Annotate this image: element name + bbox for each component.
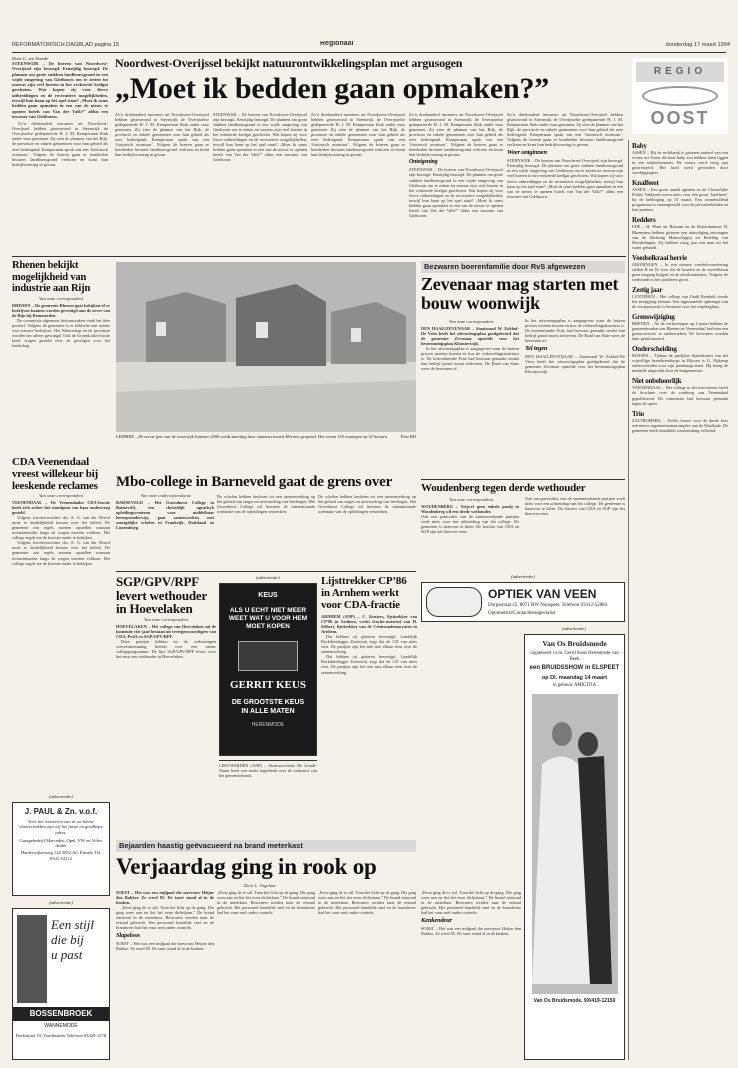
sidebar-title: Niet onbehoorlijk: [632, 377, 682, 386]
bossenbroek-brand: BOSSENBROEK: [13, 1007, 109, 1021]
bejaarden-col4-a: „Eerst ging de tv stil. Toen het licht op de gang. Die ging weer aan en liet het even dichtslaan.” De brand ontstond in de meterkast. Bewoners werden naar de eetzaal gebracht. Het personeel handelde snel en de brandweer had het vuur snel onder controle.: [421, 890, 521, 916]
bruidsmode-show: een BRUIDSSHOW in ELSPEET: [529, 665, 620, 671]
rhenen-headline: Rhenen bekijkt mogelijkheid van industrie aan Rijn: [12, 260, 91, 294]
keus-line1: ALS U ECHT NIET MEER WEET WAT U VOOR HEM MOET KOPEN: [228, 607, 308, 630]
main-byline: Door G. ten Voorde: [12, 56, 49, 61]
sidebar-text: VEENENDAAL – Het college in het niet-oneens heeft de brochure over de rondweg van Veenendaal gepubliceerd. De commissie had bezwaar gemaakt tegen de opzet.: [632, 385, 728, 406]
keus-brand-top: KEUS: [258, 592, 278, 599]
main-text-col4-a: Zo’n driehonderd inwoners uit Noordwest-Overijssel hebben gisteravond in Steenwijk de Overijsselse gedeputeerde H. J. M. Kemperman flink onder vuur genomen. Zij zien de plannen van het Rijk, de provincie en enkele gemeenten voor hun gebied als zeer bedreigend. Kemperman sprak van een ‘historisch avontuur’. Volgens de boeren gaan er honderden hectares landbouwgrond verloren en komt hun bedrijfsvoering in gevaar.: [409, 112, 503, 158]
zevenaar-subhead: Tel tegen: [525, 345, 548, 353]
sidebar-title: Grenswijziging: [632, 313, 675, 322]
bossenbroek-slogan: [51, 917, 94, 962]
sidebar-item-voedselkraai: [632, 254, 728, 282]
bejaarden-subhead-kenkendeur: Kenkendeur: [421, 917, 452, 925]
bossenbroek-figure-icon: [17, 915, 47, 1003]
sidebar-title: Knalfeest: [632, 179, 659, 188]
woudenberg-text: Ook een particulier van de samenwerkende partijen voelt niets voor een uitbreiding van het college. De gemeente is daarvoor te klein. De fracties van CDA en SGP zijn het hierover eens.: [421, 514, 519, 535]
bejaarden-text: „Eerst ging de tv stil. Toen het licht op de gang. Die ging weer aan en liet het even dichtslaan.” De brand ontstond in de meterkast. Bewoners werden naar de eetzaal gebracht. Het personeel handelde snel en de brandweer had het vuur snel onder controle.: [116, 905, 214, 931]
bossenbroek-line3: u past: [51, 947, 83, 962]
bejaarden-col3: „Eerst ging de tv stil. Toen het licht op de gang. Die ging weer aan en liet het even dichtslaan.” De brand ontstond in de meterkast. Bewoners werden naar de eetzaal gebracht. Het personeel handelde snel en de brandweer had het vuur snel onder controle.: [318, 890, 416, 916]
main-kicker: Noordwest-Overijssel bekijkt natuurontwikkelingsplan met argusogen: [115, 57, 463, 70]
zevenaar-headline: Zevenaar mag starten met bouw woonwijk: [421, 275, 619, 313]
bride-groom-icon: [532, 694, 618, 994]
photo-caption-text: LEMMER – De eerste fase van de woonwijk Lemmer 2000 wordt zaterdag door staatssecretaris Heerma geopend. Het omvat 134 woningen op 32 hectare.: [116, 434, 389, 439]
zevenaar-text-2: In het uitvoeringsplan is aangegeven waar de huizen precies moeten komen en hoe de verkavelingsstructuur is. De boerenfamilie Fritz had bezwaar gemaakt omdat hun bedrijf grond moest inleveren. De Raad van State wees de bezwaren af.: [525, 318, 625, 344]
cda-text: Volgens fractievoorzitter drs. A. G. van der Woerd moet er duidelijkheid komen over het beleid. De gemeente zou regels moeten opstellen waaraan reclameborden langs de wegen moeten voldoen. Het college zegde toe de kwestie nader te bekijken.: [12, 515, 110, 541]
bruidsmode-sub: organiseert i.s.m. Gerrit Keus Herenmode van Beek: [530, 651, 619, 662]
bruidsmode-photo: [532, 694, 618, 994]
woudenberg-lead: WOUDENBERG – Vrijwel geen enkele partij in Woudenberg wil een derde wethouder.: [421, 504, 519, 515]
optiek-address: Dorpsstraat 25, 8071 BW Nunspeet. Telefoon 03412-52884: [488, 603, 608, 608]
section-title: Regionaal: [320, 41, 354, 47]
woudenberg-col2: Ook een particulier van de samenwerkende partijen voelt niets voor een uitbreiding van het college. De gemeente is daarvoor te klein. De fracties van CDA en SGP zijn het hierover eens.: [525, 496, 625, 517]
rhenen-text: De commissie algemene bestuurszaken vindt het idee positief. Volgens de gemeente is er behoefte aan ruimte voor nieuwe bedrijven. Het Waterschap en de provincie worden om advies gevraagd. Ook de GroenLinks-fractie heeft vragen gesteld over de gevolgen voor het landschap.: [12, 317, 110, 348]
sgp-lead: HOEVELAKEN – Het college van Hoevelaken zal de komende vier jaar bestaan uit vertegenwoordigers van CDA, PvdA en SGP/GPV/RPF.: [116, 623, 216, 639]
main-lead: STEENWIJK – De boeren van Noordwest-Overijssel zijn bezorgd. Eenzijdig bezorgd. De plannen om grote stukken landbouwgrond in een wijde omgeving van Giethoorn om te zetten tot moeras zijn veel boeren in het verkeerde keelgat geschoten. Wat kopen zij voor fierce uitbreidingen en de recreatieve mogelijkheden, terwijl hun baan op het spel staat? „Moet ik soms bedden gaan opmaken in een van de nieuw te openen hotels van Van der Valk?” aldus een inwoner van Giethoorn.: [12, 61, 108, 119]
sgp-byline: Van onze correspondent: [144, 616, 188, 622]
main-headline: „Moet ik bedden gaan opmaken?”: [115, 72, 550, 105]
mbo-byline: Van onze onderwijsredactie: [140, 493, 192, 498]
article-cda: [12, 456, 110, 786]
rhenen-lead: RHENEN – De gemeente Rhenen gaat bekijken of er bedrijven kunnen worden gevestigd aan de oever van de Rijn bij Remmerden.: [12, 302, 110, 318]
sidebar-title: Baby: [632, 142, 647, 150]
main-text-col1: Zo’n driehonderd inwoners uit Noordwest-Overijssel hebben gisteravond in Steenwijk de Overijsselse gedeputeerde H. J. M. Kemperman flink onder vuur genomen. Zij zien de plannen van het Rijk, de provincie en enkele gemeenten voor hun gebied als zeer bedreigend. Kemperman sprak van een ‘historisch avontuur’. Volgens de boeren gaan er honderden hectares landbouwgrond verloren en komt hun bedrijfsvoering in gevaar.: [115, 112, 209, 158]
zevenaar-col1: [421, 326, 519, 476]
bejaarden-subhead-slapeloos: Slapeloos: [116, 932, 140, 940]
main-text-col5: [507, 112, 623, 252]
keus-ad[interactable]: [219, 583, 317, 756]
sidebar-item-knalfeest: [632, 179, 728, 212]
keus-foot: HERENMODE: [251, 722, 285, 728]
sidebar-title: Redders: [632, 216, 656, 225]
zevenaar-kicker: Bezwaren boerenfamilie door RvS afgewezen: [421, 261, 625, 273]
sidebar-text: ASSEN – Een groot aantal agenten en de Christelijke Politie Vakbond waren niets voor een groot ‘knalfeest’ bij de kenhoging op 31 maart. Een avondvullend programma is samengesteld voor de personeelsleden en hun partners.: [632, 187, 728, 213]
bejaarden-col2: „Eerst ging de tv stil. Toen het licht op de gang. Die ging weer aan en liet het even dichtslaan.” De brand ontstond in de meterkast. Bewoners werden naar de eetzaal gebracht. Het personeel handelde snel en de brandweer had het vuur snel onder controle.: [217, 890, 315, 916]
optiek-glasses-icon: [426, 587, 482, 617]
sidebar-text: EDE – H. Plant uit Bussum en de Rotterdammer H. Bloemsma hebben gisteren een uitnodiging ontvangen van de Stichting Maatschappij tot Redding van Drenkelingen. Zij hebben vorig jaar een man uit het water gehaald.: [632, 224, 728, 250]
paulus-ad-label: (advertentie): [49, 794, 73, 799]
mbo-text-2: De scholen hebben besloten tot een samenwerking op het gebied van stages en uitwisseling van leerlingen. Het Groenhorst College wil hiermee de internationale oriëntatie van de opleidingen versterken.: [318, 494, 416, 515]
bejaarden-byline: Door L. Vogelaar: [243, 883, 277, 888]
zevenaar-text-3: DEN HAAG/ZEVENAAR – Staatsraad W. Eekhof-De Vries heeft het uitvoeringsplan goedgekeurd dat de gemeente Zevenaar opstelde voor het bestemmingsplan Kloosterwijk.: [525, 354, 625, 375]
main-text-col4: [409, 112, 503, 252]
bejaarden-text-3: SOEST – Het was een mijlpaal die mevrouw Heijne den Bakker. Ze werd 85. De taart stond al in de keuken.: [116, 941, 214, 952]
keus-tie-icon: [238, 641, 298, 671]
bejaarden-lead: SOEST – Het was een mijlpaal die mevrouw Heijne den Bakker. Ze werd 85. De taart stond al in de keuken.: [116, 890, 214, 906]
main-text-col3: Zo’n driehonderd inwoners uit Noordwest-Overijssel hebben gisteravond in Steenwijk de Overijsselse gedeputeerde H. J. M. Kemperman flink onder vuur genomen. Zij zien de plannen van het Rijk, de provincie en enkele gemeenten voor hun gebied als zeer bedreigend. Kemperman sprak van een ‘historisch avontuur’. Volgens de boeren gaan er honderden hectares landbouwgrond verloren en komt hun bedrijfsvoering in gevaar.: [311, 112, 405, 158]
bejaarden-col4: [421, 890, 521, 1060]
paulus-name: J. PAUL & Zn. v.o.f.: [24, 807, 98, 816]
sgp-headline: SGP/GPV/RPF levert wethouder in Hoevelaken: [116, 575, 207, 616]
bossenbroek-ad[interactable]: [12, 908, 110, 1060]
photo-credit: Foto RD: [400, 434, 416, 439]
bruidsmode-ad-label: (advertentie): [562, 626, 586, 631]
masthead-rule: [12, 52, 726, 53]
bruidsmode-ad[interactable]: [524, 634, 625, 1060]
sgp-col2-text: LEEUWARDEN (ANP) – Staatssecretaris De Graaff-Nauta heeft een motie ingediend over de toekomst van het gemeentefonds.: [219, 763, 317, 779]
article-cp86: [321, 575, 417, 837]
photo-lemmer: [116, 262, 416, 432]
sidebar-item-redders: [632, 216, 728, 249]
mbo-lead: BARNEVELD – Het Groenhorst College in Barneveld, een christelijk agrarisch opleidingscentrum voor middelbaar beroepsonderwijs, gaat samenwerken met soortgelijke scholen in Frankrijk, Duitsland en Luxemburg.: [116, 500, 214, 531]
photo-caption: [116, 434, 416, 452]
bruidsmode-date: op DI. maandag 14 maart: [541, 675, 608, 681]
sidebar-text: GRONINGEN – In een nieuwe voedselvoorziening stellen B en W voor dat de kraaien en de zwerfdieren geen toegang krijgen tot de afvalcontainers. Volgens de wethouder is het probleem groot.: [632, 261, 728, 282]
bossenbroek-sub: WANNEMODE: [44, 1023, 78, 1029]
mbo-headline: Mbo-college in Barneveld gaat de grens over: [116, 474, 393, 490]
rule-under-main: [12, 256, 626, 257]
zevenaar-byline: Van onze correspondent: [449, 319, 493, 324]
cda-lead: VEENENDAAL – De Veenendaalse CDA-fractie heeft zich achter het standpunt van haar onderwerp gesteld.: [12, 500, 110, 516]
cda-byline: Van onze correspondent: [39, 493, 83, 498]
main-intro-column: [12, 56, 108, 254]
paulus-contact: Garagebedrijf Mercedes, Opel, VW en Volvo dealer: [19, 837, 103, 849]
sidebar-title: Trio: [632, 409, 644, 418]
cp86-lead: ARNHEM (ANP) – C. Kusters, lijsttrekker van CP’86 in Arnhem, werkt fractie-assistent van H. Selbert, lijsttrekker van de Centrumdemocraten in Arnhem.: [321, 614, 417, 635]
cp86-text-2: Dat hebben zij gisteren bevestigd. Landelijk Backdeeslegger Zoeteweij zegt dat de CD van niets wist. De partijen zijn het niet met elkaar eens over de samenwerking.: [321, 654, 417, 675]
bruidsmode-place: in gebouw AMICITIA: [552, 683, 597, 688]
bejaarden-kicker: Bejaarden haastig geëvacueerd na brand meterkast: [116, 840, 416, 852]
sidebar-item-zestig-jaar: [632, 286, 728, 309]
logo-circle-icon: [642, 86, 718, 106]
sidebar-text: RIJSSEN – Tijdens de jaarlijkse bijeenkomst van het vrijwillige brandweerkorps in Rijssen is G. Nijkamp onderscheiden voor zijn jarenlange inzet. Hij kreeg de medaille uitgereikt door de burgemeester.: [632, 353, 728, 374]
bejaarden-col4-b: SOEST – Het was een mijlpaal die mevrouw Heijne den Bakker. Ze werd 85. De taart stond al in de keuken.: [421, 926, 521, 937]
sidebar-divider: [628, 140, 629, 1060]
main-text-col2: STEENWIJK – De boeren van Noordwest-Overijssel zijn bezorgd. Eenzijdig bezorgd. De plannen om grote stukken landbouwgrond in een wijde omgeving van Giethoorn om te zetten tot moeras zijn veel boeren in het verkeerde keelgat geschoten. Wat kopen zij voor fierce uitbreidingen en de recreatieve mogelijkheden, terwijl hun baan op het spel staat? „Moet ik soms bedden gaan opmaken in een van de nieuw te openen hotels van Van der Valk?” aldus een inwoner van Giethoorn.: [213, 112, 307, 163]
keus-ad-label: (advertentie): [256, 575, 280, 580]
sidebar-item-baby: [632, 142, 728, 175]
page-label: REFORMATORISCH DAGBLAD pagina 15: [12, 42, 120, 48]
keus-name: GERRIT KEUS: [230, 679, 306, 691]
mbo-text: De scholen hebben besloten tot een samenwerking op het gebied van stages en uitwisseling van leerlingen. Het Groenhorst College wil hiermee de internationale oriëntatie van de opleidingen versterken.: [217, 494, 315, 515]
logo-top: REGIO: [636, 62, 724, 82]
sidebar-text: LUNTEREN – Het college van Oudd Reinholt vierde het zestigjarig bestaan. Een ingezamelde opbrengst van de voorjaarsactie is bestemd voor het verpleeghuis.: [632, 293, 728, 309]
bossenbroek-line1: Een stijl: [51, 917, 94, 932]
sidebar-item-trio: [632, 410, 728, 433]
optiek-sub: Optometrist/Contactlensspecialist: [488, 611, 556, 616]
cp86-text: Dat hebben zij gisteren bevestigd. Landelijk Backdeeslegger Zoeteweij zegt dat de CD van niets wist. De partijen zijn het niet met elkaar eens over de samenwerking.: [321, 634, 417, 655]
bruidsmode-footer: Van Os Bruidsmode, 9X/419-12150: [533, 998, 616, 1004]
subhead-weer-ontginnen: Weer ontginnen: [507, 149, 547, 157]
bossenbroek-ad-label: (advertentie): [49, 900, 73, 905]
cda-text-2: Volgens fractievoorzitter drs. A. G. van der Woerd moet er duidelijkheid komen over het beleid. De gemeente zou regels moeten opstellen waaraan reclameborden langs de wegen moeten voldoen. Het college zegde toe de kwestie nader te bekijken.: [12, 540, 110, 566]
woudenberg-headline: Woudenberg tegen derde wethouder: [421, 482, 586, 494]
paulus-address: Harderwijkerweg 124 3852 AG Ermelo Tel. 0341-52112: [20, 850, 102, 861]
optiek-name: OPTIEK VAN VEEN: [488, 587, 597, 601]
rule-above-woudenberg: [421, 479, 625, 480]
bossenbroek-address: Kerkstraat 19, Voorthuizen Telefoon 03429-1278: [15, 1033, 107, 1038]
sidebar-item-niet-onbehoorlijk: [632, 377, 728, 405]
article-sgp: [116, 575, 216, 837]
zevenaar-col2: [525, 318, 625, 476]
regio-oost-logo: [632, 58, 728, 134]
rhenen-byline: Van onze correspondent: [39, 295, 83, 301]
sidebar-text: ASSEN – Bij de rechtbank is gisteren aanbod van een vrouw uit Assen die haar baby zou hebben laten liggen in een winkelcentrum. De vrouw werd vorig jaar gearresteerd. Het kind werd gevonden door voorbijgangers.: [632, 150, 728, 176]
main-text-1: Zo’n driehonderd inwoners uit Noordwest-Overijssel hebben gisteravond in Steenwijk de Overijsselse gedeputeerde H. J. M. Kemperman flink onder vuur genomen. Zij zien de plannen van het Rijk, de provincie en enkele gemeenten voor hun gebied als zeer bedreigend. Kemperman sprak van een ‘historisch avontuur’. Volgens de boeren gaan er honderden hectares landbouwgrond verloren en komt hun bedrijfsvoering in gevaar.: [12, 121, 108, 167]
optiek-ad-label: (advertentie): [511, 574, 535, 579]
sidebar-text: ZALTBOMMEL – ProKo bouwt voor de derde keer een nieuw appartementencomplex aan de Waalkade. De gemeente heeft inmiddels toestemming verleend.: [632, 417, 728, 433]
sidebar: [632, 140, 728, 1060]
sgp-text: Deze partijen hebben na de verkiezingen overeenstemming bereikt over een nieuw collegeprogramma. De lijst SGP/GPV/RPF levert voor het eerst een wethouder in Hoevelaken.: [116, 638, 216, 659]
cp86-headline: Lijsttrekker CP’86 in Arnhem werkt voor CDA-fractie: [321, 575, 407, 611]
sidebar-title: Voedselkraai herrie: [632, 253, 687, 262]
main-text-col5-a: Zo’n driehonderd inwoners uit Noordwest-Overijssel hebben gisteravond in Steenwijk de Overijsselse gedeputeerde H. J. M. Kemperman flink onder vuur genomen. Zij zien de plannen van het Rijk, de provincie en enkele gemeenten voor hun gebied als zeer bedreigend. Kemperman sprak van een ‘historisch avontuur’. Volgens de boeren gaan er honderden hectares landbouwgrond verloren en komt hun bedrijfsvoering in gevaar.: [507, 112, 623, 148]
photo-lemmer-image: [116, 262, 416, 432]
sgp-col2: [219, 760, 317, 836]
bossenbroek-line2: die bij: [51, 932, 84, 947]
main-text-col5-b: STEENWIJK – De boeren van Noordwest-Overijssel zijn bezorgd. Eenzijdig bezorgd. De plannen om grote stukken landbouwgrond in een wijde omgeving van Giethoorn om te zetten tot moeras zijn veel boeren in het verkeerde keelgat geschoten. Wat kopen zij voor fierce uitbreidingen en de recreatieve mogelijkheden, terwijl hun baan op het spel staat? „Moet ik soms bedden gaan opmaken in een van de nieuw te openen hotels van Van der Valk?” aldus een inwoner van Giethoorn.: [507, 158, 623, 199]
subhead-onteigening: Onteigening: [409, 159, 438, 166]
sidebar-title: Onderscheiding: [632, 345, 677, 354]
date-label: donderdag 17 maart 1994: [665, 42, 730, 48]
keus-line2: DE GROOTSTE KEUS IN ALLE MATEN: [231, 699, 305, 715]
optiek-ad[interactable]: [421, 582, 625, 622]
logo-bottom: OOST: [650, 108, 710, 128]
zevenaar-text: In het uitvoeringsplan is aangegeven waar de huizen precies moeten komen en hoe de verkavelingsstructuur is. De boerenfamilie Fritz had bezwaar gemaakt omdat hun bedrijf grond moest inleveren. De Raad van State wees de bezwaren af.: [421, 346, 519, 372]
sidebar-title: Zestig jaar: [632, 285, 663, 294]
article-rhenen: [12, 260, 110, 452]
bejaarden-headline: Verjaardag ging in rook op: [116, 854, 377, 879]
bruidsmode-title: Van Os Bruidsmode: [542, 639, 607, 648]
woudenberg-col1: [421, 504, 519, 572]
sidebar-text: RHENEN – Na de verkiezingen op 2 maart hebben de gemeenteraden van Rhenen en Veenendaal besloten een grenscorrectie te onderzoeken. De bewoners worden later geïnformeerd.: [632, 321, 728, 342]
sidebar-item-grenswijziging: [632, 313, 728, 341]
main-text-col4-b: STEENWIJK – De boeren van Noordwest-Overijssel zijn bezorgd. Eenzijdig bezorgd. De plannen om grote stukken landbouwgrond in een wijde omgeving van Giethoorn om te zetten tot moeras zijn veel boeren in het verkeerde keelgat geschoten. Wat kopen zij voor fierce uitbreidingen en de recreatieve mogelijkheden, terwijl hun baan op het spel staat? „Moet ik soms bedden gaan opmaken in een van de nieuw te openen hotels van Van der Valk?” aldus een inwoner van Giethoorn.: [409, 167, 503, 218]
paulus-text: Voor het renoveren van al uw kleine elasvertrekken zijn wij het juiste en goedkope adres.: [19, 819, 103, 835]
bejaarden-col1: [116, 890, 214, 1060]
paulus-ad[interactable]: [12, 802, 110, 896]
cda-headline: CDA Veenendaal vreest willekeur bij leeskende reclames: [12, 456, 99, 492]
woudenberg-byline: Van onze correspondent: [449, 497, 493, 502]
sidebar-item-onderscheiding: [632, 345, 728, 373]
zevenaar-lead: DEN HAAG/ZEVENAAR – Staatsraad W. Eekhof-De Vries heeft het uitvoeringsplan goedgekeurd dat de gemeente Zevenaar opstelde voor het bestemmingsplan Kloosterwijk.: [421, 326, 519, 347]
sgp-col2-rule: [219, 760, 317, 761]
rule-under-mbo: [116, 571, 416, 572]
